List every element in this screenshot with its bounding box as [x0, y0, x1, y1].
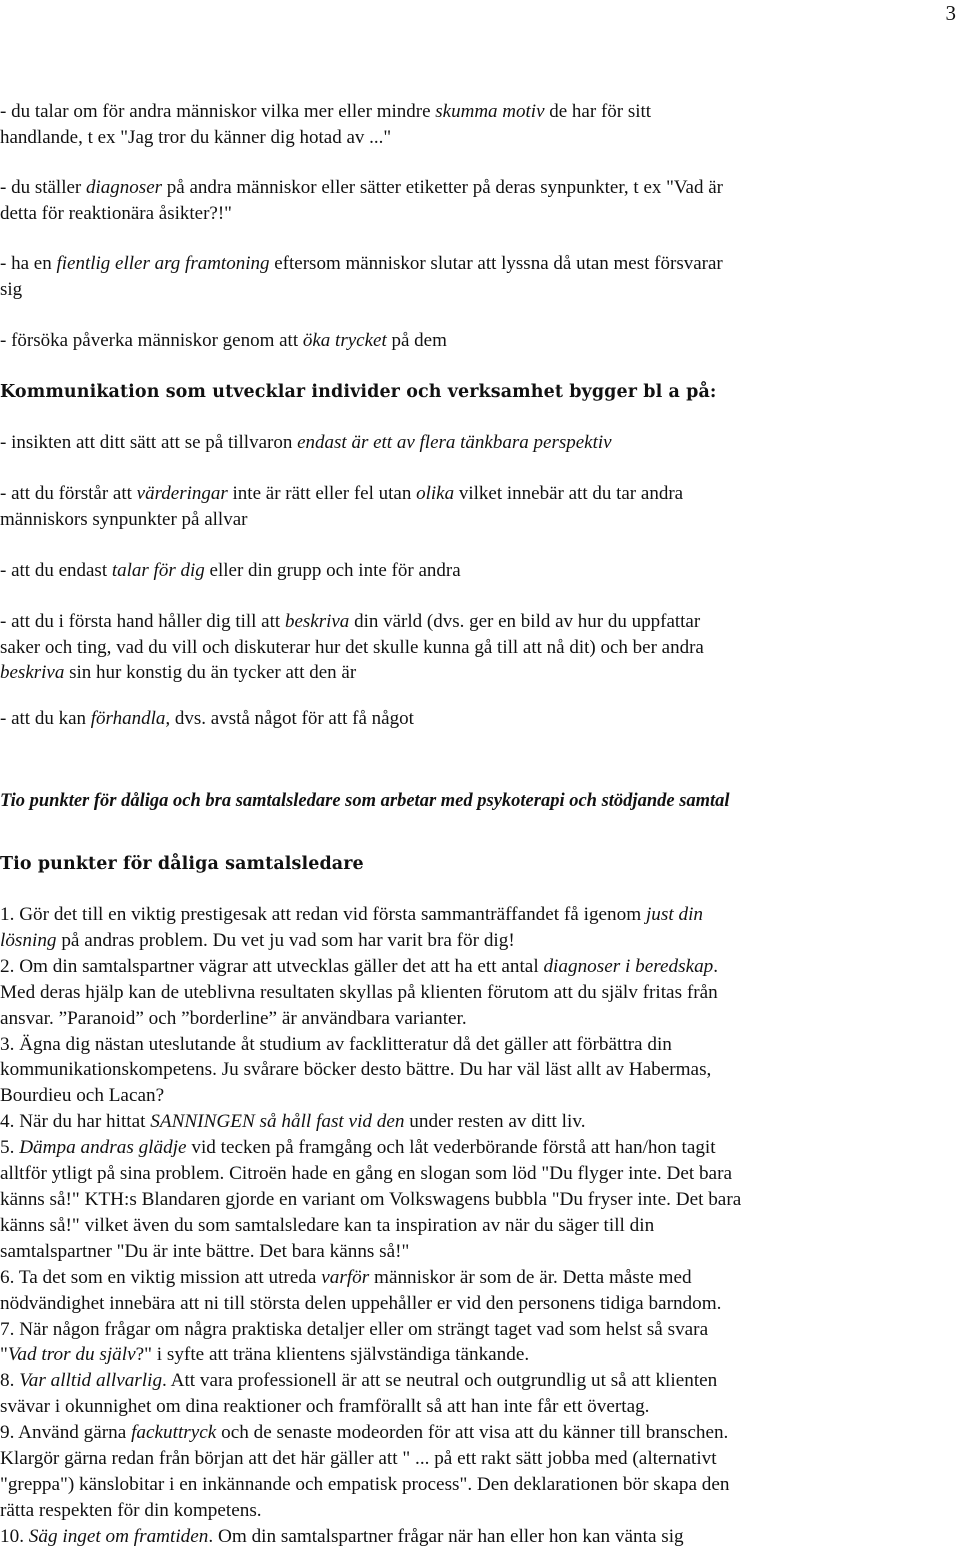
text-line: människors synpunkter på allvar — [0, 508, 248, 530]
numbered-list-line: känns så!" vilket även du som samtalsledare kan ta inspiration av när du säger till din — [0, 1214, 655, 1236]
text-line: - att du endast talar för dig eller din grupp och inte för andra — [0, 560, 461, 581]
emphasis-text: beskriva — [0, 662, 65, 683]
emphasis-text: beskriva — [284, 611, 350, 632]
numbered-list — [0, 902, 958, 1550]
numbered-list-line: alltför ytligt på sina problem. Citroën hade en gång en slogan som löd "Du flyger inte. Det bara — [0, 1163, 732, 1185]
emphasis-text: Var alltid allvarlig — [19, 1370, 163, 1392]
numbered-list-line: "greppa") känslobitar i en inkännande och empatisk process". Den deklarationen bör skapa den — [0, 1473, 730, 1495]
text-line: - du ställer diagnoser på andra människor eller sätter etiketter på deras synpunkter, t ex "Vad är — [0, 177, 723, 198]
text-line: - försöka påverka människor genom att öka trycket på dem — [0, 330, 447, 351]
numbered-list-line: 6. Ta det som en viktig mission att utreda varför människor är som de är. Detta måste med — [0, 1266, 692, 1288]
emphasis-text: fientlig eller arg framtoning — [56, 253, 270, 274]
emphasis-text: Dämpa andras glädje — [19, 1137, 187, 1159]
bullet-paragraph — [0, 328, 960, 354]
emphasis-text: diagnoser — [86, 177, 163, 198]
bullet-paragraph — [0, 175, 960, 226]
numbered-list-line: Med deras hjälp kan de uteblivna resultaten skyllas på klienten förutom att du själv fritas från — [0, 981, 718, 1003]
emphasis-text: varför — [321, 1266, 370, 1288]
numbered-list-line: Klargör gärna redan från början att det här gäller att " ... på ett rakt sätt jobba med (alternativt — [0, 1448, 717, 1470]
text-line: handlande, t ex "Jag tror du känner dig hotad av ..." — [0, 126, 392, 148]
numbered-list-line: kommunikationskompetens. Ju svårare böcker desto bättre. Du har väl läst allt av Habermas, — [0, 1059, 712, 1081]
text-line: - att du kan förhandla, dvs. avstå något för att få något — [0, 708, 414, 729]
emphasis-text: talar för dig — [111, 560, 205, 581]
numbered-list-line: samtalspartner "Du är inte bättre. Det bara känns så!" — [0, 1240, 410, 1262]
bullet-paragraph — [0, 99, 960, 150]
numbered-list-line: 1. Gör det till en viktig prestigesak att redan vid första sammanträffandet få igenom just din — [0, 904, 704, 925]
emphasis-text: Säg inget om framtiden — [28, 1525, 209, 1547]
section-heading: Tio punkter för dåliga samtalsledare — [0, 854, 364, 874]
numbered-list-line: 5. Dämpa andras glädje vid tecken på framgång och låt vederbörande förstå att han/hon tagit — [0, 1137, 716, 1159]
section-heading: Kommunikation som utvecklar individer och verksamhet bygger bl a på: — [0, 382, 717, 402]
bullet-paragraph — [0, 706, 960, 732]
text-line: - att du i första hand håller dig till att beskriva din värld (dvs. ger en bild av hur du uppfattar — [0, 611, 701, 632]
numbered-list-line: "Vad tror du själv?" i syfte att träna klientens självständiga tänkande. — [0, 1344, 530, 1366]
emphasis-text: endast är ett av flera tänkbara perspektiv — [297, 432, 612, 453]
page-number: 3 — [945, 1, 956, 25]
text-line: - att du förstår att värderingar inte är rätt eller fel utan olika vilket innebär att du tar andra — [0, 483, 684, 504]
emphasis-text: värderingar — [136, 483, 228, 504]
numbered-list-line: 9. Använd gärna fackuttryck och de senaste modeorden för att visa att du känner till branschen. — [0, 1422, 729, 1444]
text-line: beskriva sin hur konstig du än tycker att den är — [0, 662, 357, 683]
emphasis-text: just din — [645, 904, 704, 925]
emphasis-text: diagnoser i beredskap — [543, 955, 714, 977]
emphasis-text: skumma motiv — [435, 101, 545, 122]
bullet-paragraph — [0, 430, 960, 456]
numbered-list-line: ansvar. ”Paranoid” och ”borderline” är användbara varianter. — [0, 1007, 467, 1029]
bullet-paragraph — [0, 558, 960, 584]
bullet-paragraph — [0, 251, 960, 302]
emphasis-text: lösning — [0, 929, 57, 951]
numbered-list-line: 3. Ägna dig nästan uteslutande åt studium av facklitteratur då det gäller att förbättra din — [0, 1033, 672, 1055]
emphasis-text: öka trycket — [302, 330, 387, 351]
numbered-list-line: 2. Om din samtalspartner vägrar att utvecklas gäller det att ha ett antal diagnoser i beredskap. — [0, 955, 719, 977]
numbered-list-line: svävar i okunnighet om dina reaktioner och framförallt så att han inte får ett övertag. — [0, 1396, 650, 1418]
bullet-paragraph — [0, 481, 960, 532]
numbered-list-line: Bourdieu och Lacan? — [0, 1085, 165, 1107]
bullet-paragraph — [0, 609, 960, 686]
emphasis-text: fackuttryck — [131, 1422, 217, 1444]
numbered-list-line: 4. När du har hittat SANNINGEN så håll fast vid den under resten av ditt liv. — [0, 1111, 586, 1133]
emphasis-text: förhandla, — [90, 708, 171, 729]
text-line: saker och ting, vad du vill och diskuterar hur det skulle kunna gå till att nå dit) och ber andra — [0, 636, 704, 658]
text-line: - du talar om för andra människor vilka mer eller mindre skumma motiv de har för sitt — [0, 101, 652, 122]
text-line: - insikten att ditt sätt att se på tillvaron endast är ett av flera tänkbara perspektiv — [0, 432, 612, 453]
text-line: sig — [0, 278, 23, 300]
numbered-list-line: rätta respekten för din kompetens. — [0, 1499, 262, 1521]
numbered-list-line: lösning på andras problem. Du vet ju vad som har varit bra för dig! — [0, 929, 515, 951]
emphasis-text: olika — [416, 483, 455, 504]
numbered-list-line: 8. Var alltid allvarlig. Att vara professionell är att se neutral och outgrundlig ut så att klienten — [0, 1370, 718, 1392]
numbered-list-line: 7. När någon frågar om några praktiska detaljer eller om strängt taget vad som helst så svara — [0, 1318, 709, 1340]
text-line: detta för reaktionära åsikter?!" — [0, 202, 232, 224]
numbered-list-line: nödvändighet innebära att ni till största delen uppehåller er vid den personens tidiga barndom. — [0, 1292, 722, 1314]
text-line: - ha en fientlig eller arg framtoning eftersom människor slutar att lyssna då utan mest försvarar — [0, 253, 723, 274]
numbered-list-line: känns så!" KTH:s Blandaren gjorde en variant om Volkswagens bubbla "Du fryser inte. Det bara — [0, 1188, 742, 1210]
italic-section-heading: Tio punkter för dåliga och bra samtalsledare som arbetar med psykoterapi och stödjande samtal — [0, 791, 730, 811]
emphasis-text: Vad tror du själv — [7, 1344, 136, 1366]
emphasis-text: SANNINGEN så håll fast vid den — [150, 1111, 405, 1133]
numbered-list-line: 10. Säg inget om framtiden. Om din samtalspartner frågar när han eller hon kan vänta sig — [0, 1525, 684, 1547]
